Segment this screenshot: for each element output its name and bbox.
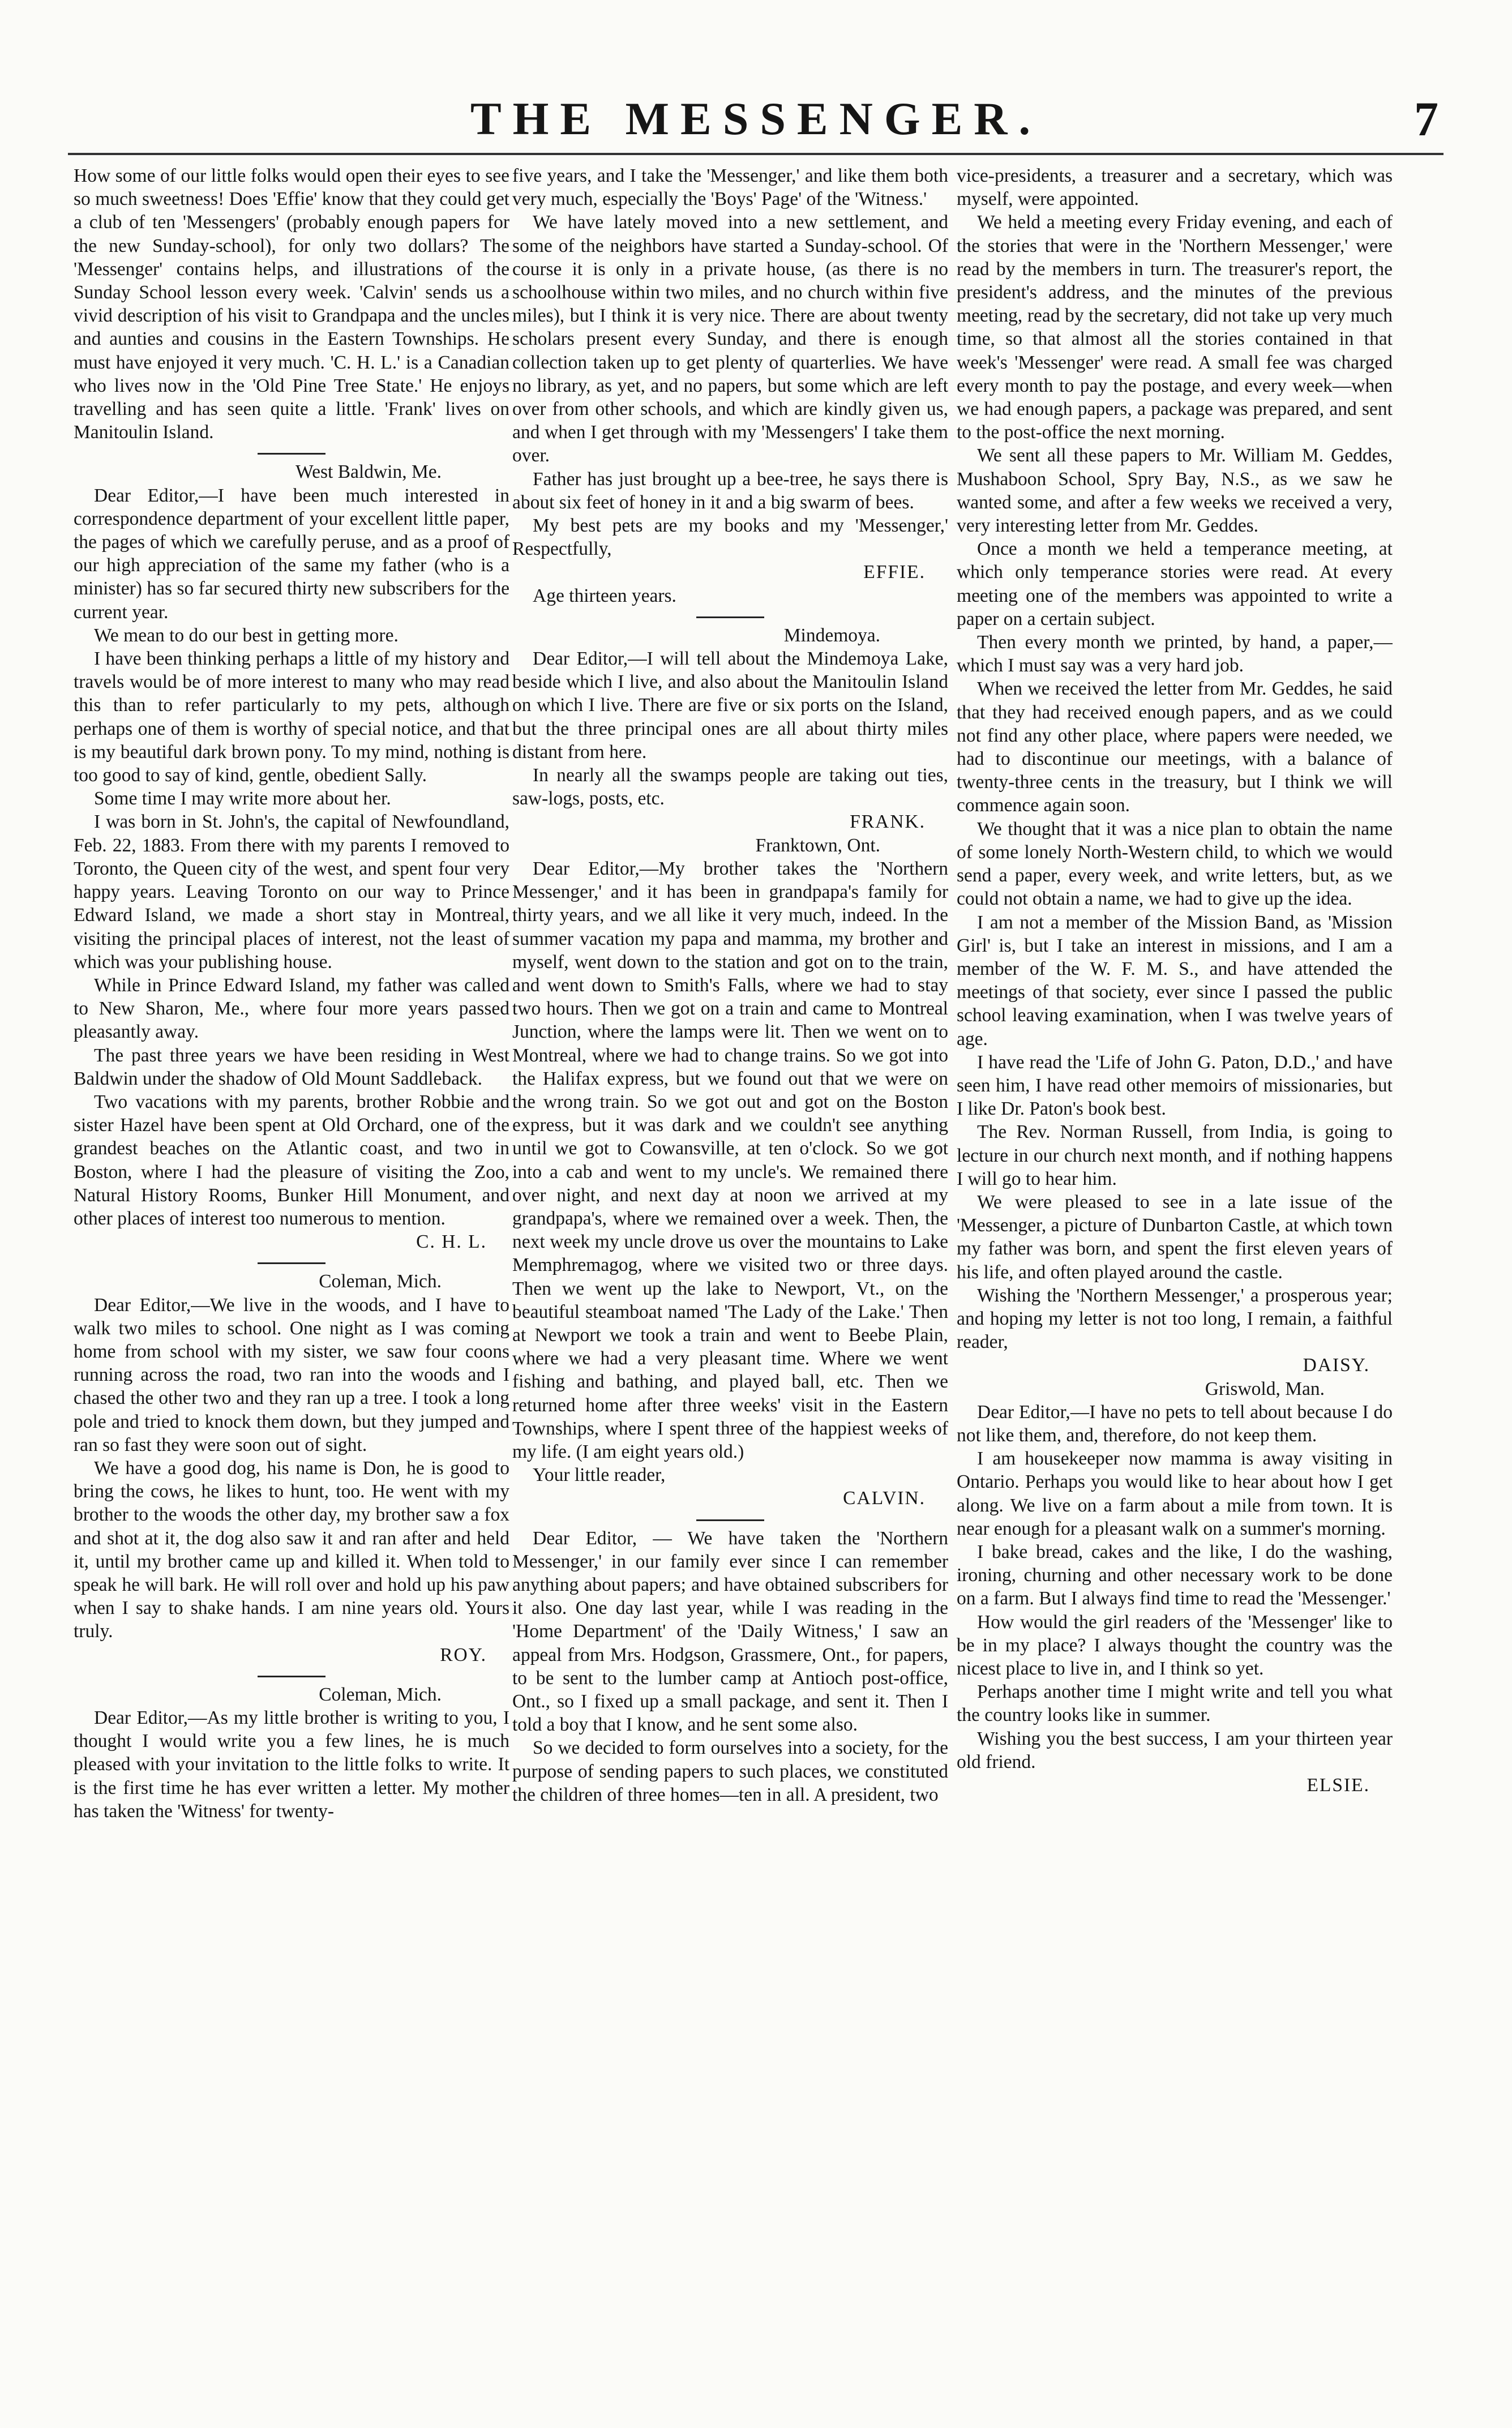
letter-paragraph: I have read the 'Life of John G. Paton, D.D.,' and have seen him, I have read other memoirs of missionaries, but I like Dr. Paton's book best. bbox=[957, 1051, 1393, 1120]
letter-paragraph: The past three years we have been residing in West Baldwin under the shadow of Old Mount Saddleback. bbox=[74, 1044, 509, 1089]
separator bbox=[696, 1519, 764, 1521]
editor-intro: How some of our little folks would open their eyes to see so much sweetness! Does 'Effie' know that they could get a club of ten 'Messengers' (probably enough papers for the new Sunday-school), for only two dollars? The 'Messenger' contains helps, and illustrations of the Sunday School lesson every week. 'Calvin' sends us a vivid description of his visit to Grandpapa and the uncles and aunties and cousins in the Eastern Townships. He must have enjoyed it very much. 'C. H. L.' is a Canadian who lives now in the 'Old Pine Tree State.' He enjoys travelling and has seen quite a little. 'Frank' lives on Manitoulin Island. bbox=[74, 165, 509, 443]
letter-signature: FRANK. bbox=[850, 811, 926, 833]
page-number: 7 bbox=[1414, 92, 1438, 146]
letter-signature: C. H. L. bbox=[416, 1231, 487, 1253]
letter-paragraph: Dear Editor,—We live in the woods, and I have to walk two miles to school. One night as I was coming home from school with my sister, we saw four coons running across the road, two ran into the woods and I chased the other two and they ran up a tree. I took a long pole and tried to knock them down, but they jumped and ran so fast they were soon out of sight. bbox=[74, 1294, 509, 1455]
letter-signature: EFFIE. bbox=[863, 562, 926, 583]
letter-paragraph: Some time I may write more about her. bbox=[94, 788, 391, 810]
letter-paragraph: Wishing the 'Northern Messenger,' a prosperous year; and hoping my letter is not too long, I remain, a faithful reader, bbox=[957, 1284, 1393, 1353]
separator bbox=[258, 1262, 325, 1264]
letter-paragraph: five years, and I take the 'Messenger,' and like them both very much, especially the 'Boys' Page' of the 'Witness.' bbox=[512, 165, 948, 210]
letter-paragraph: I am not a member of the Mission Band, as 'Mission Girl' is, but I take an interest in missions, and I am a member of the W. F. M. S., and have attended the meetings of that society, ever since I passed the public school leaving examination, when I was twelve years of age. bbox=[957, 911, 1393, 1050]
letter-paragraph: Then every month we printed, by hand, a paper,—which I must say was a very hard job. bbox=[957, 632, 1393, 676]
letter-paragraph: While in Prince Edward Island, my father was called to New Sharon, Me., where four more years passed pleasantly away. bbox=[74, 974, 509, 1043]
letter-place: Coleman, Mich. bbox=[319, 1271, 442, 1292]
letter-paragraph: Dear Editor,—My brother takes the 'Northern Messenger,' and it has been in grandpapa's family for thirty years, and we all like it very much, indeed. In the summer vacation my papa and mamma, my brother and myself, went down to the station and got on to the train, and went down to Smith's Falls, where we had to stay two hours. Then we got on a train and came to Montreal Junction, where the lamps were lit. Then we went on to Montreal, where we had to change trains. So we got into the Halifax express, but we found out that we were on the wrong train. So we got out and got on the Boston express, but it was dark and we couldn't see anything until we got to Cowansville, at ten o'clock. So we got into a cab and went to my uncle's. We remained there over night, and next day at noon we arrived at my grandpapa's, where we remained over a week. Then, the next week my uncle drove us over the mountains to Lake Memphremagog, where we visited two or three days. Then we went up the lake to Newport, Vt., on the beautiful steamboat named 'The Lady of the Lake.' Then at Newport we took a train and went to Beebe Plain, where we had a very pleasant time. Where we went fishing and bathing, and played ball, etc. Then we returned home after three weeks' visit in the Eastern Townships, where I spent three of the happiest weeks of my life. (I am eight years old.) bbox=[512, 858, 948, 1462]
letter-paragraph: Dear Editor,—I will tell about the Mindemoya Lake, beside which I live, and also about the Manitoulin Island on which I live. There are five or six ports on the Island, but the three principal ones are all about thirty miles distant from here. bbox=[512, 648, 948, 763]
letter-paragraph: The Rev. Norman Russell, from India, is going to lecture in our church next month, and if nothing happens I will go to hear him. bbox=[957, 1121, 1393, 1189]
letter-place: Mindemoya. bbox=[783, 624, 880, 646]
letter-place: Franktown, Ont. bbox=[755, 834, 880, 856]
letter-paragraph: I bake bread, cakes and the like, I do the washing, ironing, churning and other necessary work to be done on a farm. But I always find time to read the 'Messenger.' bbox=[957, 1541, 1393, 1609]
letter-paragraph: We sent all these papers to Mr. William M. Geddes, Mushaboon School, Spry Bay, N.S., as we saw he wanted some, and after a few weeks we received a very, very interesting letter from Mr. Geddes. bbox=[957, 445, 1393, 537]
letter-paragraph: Dear Editor, — We have taken the 'Northern Messenger,' in our family ever since I can remember anything about papers; and have obtained subscribers for it also. One day last year, while I was reading in the 'Home Department' of the 'Daily Witness,' I saw an appeal from Mrs. Hodgson, Grassmere, Ont., for papers, to be sent to the lumber camp at Antioch post-office, Ont., so I fixed up a small package, and sent it. Then I told a boy that I know, and he sent some also. bbox=[512, 1527, 948, 1736]
letter-paragraph: I was born in St. John's, the capital of Newfoundland, Feb. 22, 1883. From there with my parents I removed to Toronto, the Queen city of the west, and spent four very happy years. Leaving Toronto on our way to Prince Edward Island, we made a short stay in Montreal, visiting the principal places of interest, not the least of which was your publishing house. bbox=[74, 811, 509, 973]
separator bbox=[258, 453, 325, 455]
letter-paragraph: Dear Editor,—I have no pets to tell about because I do not like them, and, therefore, do not keep them. bbox=[957, 1401, 1393, 1446]
masthead bbox=[0, 85, 1512, 159]
letter-paragraph: Your little reader, bbox=[533, 1464, 666, 1486]
letter-paragraph: We thought that it was a nice plan to obtain the name of some lonely North-Western child, to which we would send a paper, every week, and write letters, but, as we could not obtain a name, we had to give up the idea. bbox=[957, 818, 1393, 910]
letter-paragraph: We mean to do our best in getting more. bbox=[94, 624, 399, 646]
letter-paragraph: Two vacations with my parents, brother Robbie and sister Hazel have been spent at Old Orchard, one of the grandest beaches on the Atlantic coast, and two in Boston, where I had the pleasure of visiting the Zoo, Natural History Rooms, Bunker Hill Monument, and other places of interest too numerous to mention. bbox=[74, 1091, 509, 1229]
letter-signature: DAISY. bbox=[1303, 1355, 1370, 1376]
letter-paragraph: We have lately moved into a new settlement, and some of the neighbors have started a Sunday-school. Of course it is only in a private house, (as there is no schoolhouse within two miles, and no church within five miles), but I think it is very nice. There are about twenty scholars present every Sunday, and there is enough collection taken up to get plenty of quarterlies. We have no library, as yet, and no papers, but some which are left over from other schools, and which are kindly given us, and when I get through with my 'Messengers' I take them over. bbox=[512, 212, 948, 466]
letter-paragraph: Dear Editor,—I have been much interested in correspondence department of your excellent little paper, the pages of which we carefully peruse, and as a proof of our high appreciation of the same my father (who is a minister) has so far secured thirty new subscribers for the current year. bbox=[74, 485, 509, 623]
letter-paragraph: We held a meeting every Friday evening, and each of the stories that were in the 'Northern Messenger,' were read by the members in turn. The treasurer's report, the president's address, and the minutes of the previous meeting, read by the secretary, did not take up very much time, so that almost all the stories contained in that week's 'Messenger' were read. A small fee was charged every month to pay the postage, and every week—when we had enough papers, a package was prepared, and sent to the post-office the next morning. bbox=[957, 212, 1393, 443]
letter-paragraph: We have a good dog, his name is Don, he is good to bring the cows, he likes to hunt, too. He went with my brother to the woods the other day, my brother saw a fox and shot at it, the dog also saw it and ran after and held it, until my brother came up and killed it. When told to speak he will bark. He will roll over and hold up his paw when I say to shake hands. I am nine years old. Yours truly. bbox=[74, 1457, 509, 1642]
letter-place: Coleman, Mich. bbox=[319, 1684, 442, 1705]
header-rule bbox=[68, 153, 1444, 155]
letter-paragraph: I have been thinking perhaps a little of my history and travels would be of more interest to many who may read this than to refer particularly to my pets, although perhaps one of them is worthy of special notice, and that is my beautiful dark brown pony. To my mind, nothing is too good to say of kind, gentle, obedient Sally. bbox=[74, 648, 509, 786]
letter-paragraph: In nearly all the swamps people are taking out ties, saw-logs, posts, etc. bbox=[512, 765, 948, 810]
letter-paragraph: Perhaps another time I might write and tell you what the country looks like in summer. bbox=[957, 1681, 1393, 1726]
letter-signature: CALVIN. bbox=[843, 1488, 926, 1509]
letter-paragraph: vice-presidents, a treasurer and a secretary, which was myself, were appointed. bbox=[957, 165, 1393, 210]
column-2 bbox=[512, 164, 948, 2372]
letter-paragraph: I am housekeeper now mamma is away visiting in Ontario. Perhaps you would like to hear about how I get along. We live on a farm about a mile from town. It is near enough for a pleasant walk on a summer's morning. bbox=[957, 1448, 1393, 1539]
column-3 bbox=[957, 164, 1393, 2372]
letter-signature: ELSIE. bbox=[1307, 1775, 1370, 1796]
separator bbox=[696, 616, 764, 618]
letter-paragraph: When we received the letter from Mr. Geddes, he said that they had received enough papers, and as we could not find any other place, where papers were needed, we had to discontinue our meetings, with a balance of twenty-three cents in the treasury, but I think we will commence again soon. bbox=[957, 678, 1393, 816]
letter-paragraph: How would the girl readers of the 'Messenger' like to be in my place? I always thought the country was the nicest place to live in, and I think so yet. bbox=[957, 1611, 1393, 1679]
letter-paragraph: My best pets are my books and my 'Messenger,' Respectfully, bbox=[512, 515, 948, 560]
column-1 bbox=[74, 164, 509, 2372]
letter-paragraph: So we decided to form ourselves into a society, for the purpose of sending papers to such places, we constituted the children of three homes—ten in all. A president, two bbox=[512, 1737, 948, 1805]
letter-paragraph: Dear Editor,—As my little brother is writing to you, I thought I would write you a few lines, he is much pleased with your invitation to the little folks to write. It is the first time he has ever written a letter. My mother has taken the 'Witness' for twenty- bbox=[74, 1707, 509, 1822]
letter-paragraph: Father has just brought up a bee-tree, he says there is about six feet of honey in it and a big swarm of bees. bbox=[512, 468, 948, 513]
letter-place: West Baldwin, Me. bbox=[295, 461, 442, 483]
letter-paragraph: Once a month we held a temperance meeting, at which only temperance stories were read. At every meeting one of the members was appointed to write a paper on a certain subject. bbox=[957, 538, 1393, 630]
letter-age: Age thirteen years. bbox=[533, 585, 676, 606]
newspaper-title: THE MESSENGER. bbox=[470, 93, 1042, 144]
letter-signature: ROY. bbox=[440, 1644, 487, 1665]
letter-place: Griswold, Man. bbox=[1205, 1378, 1325, 1399]
letter-paragraph: Wishing you the best success, I am your thirteen year old friend. bbox=[957, 1728, 1393, 1772]
separator bbox=[258, 1676, 325, 1677]
letter-paragraph: We were pleased to see in a late issue of the 'Messenger, a picture of Dunbarton Castle, at which town my father was born, and spent the first eleven years of his life, and often played around the castle. bbox=[957, 1191, 1393, 1283]
